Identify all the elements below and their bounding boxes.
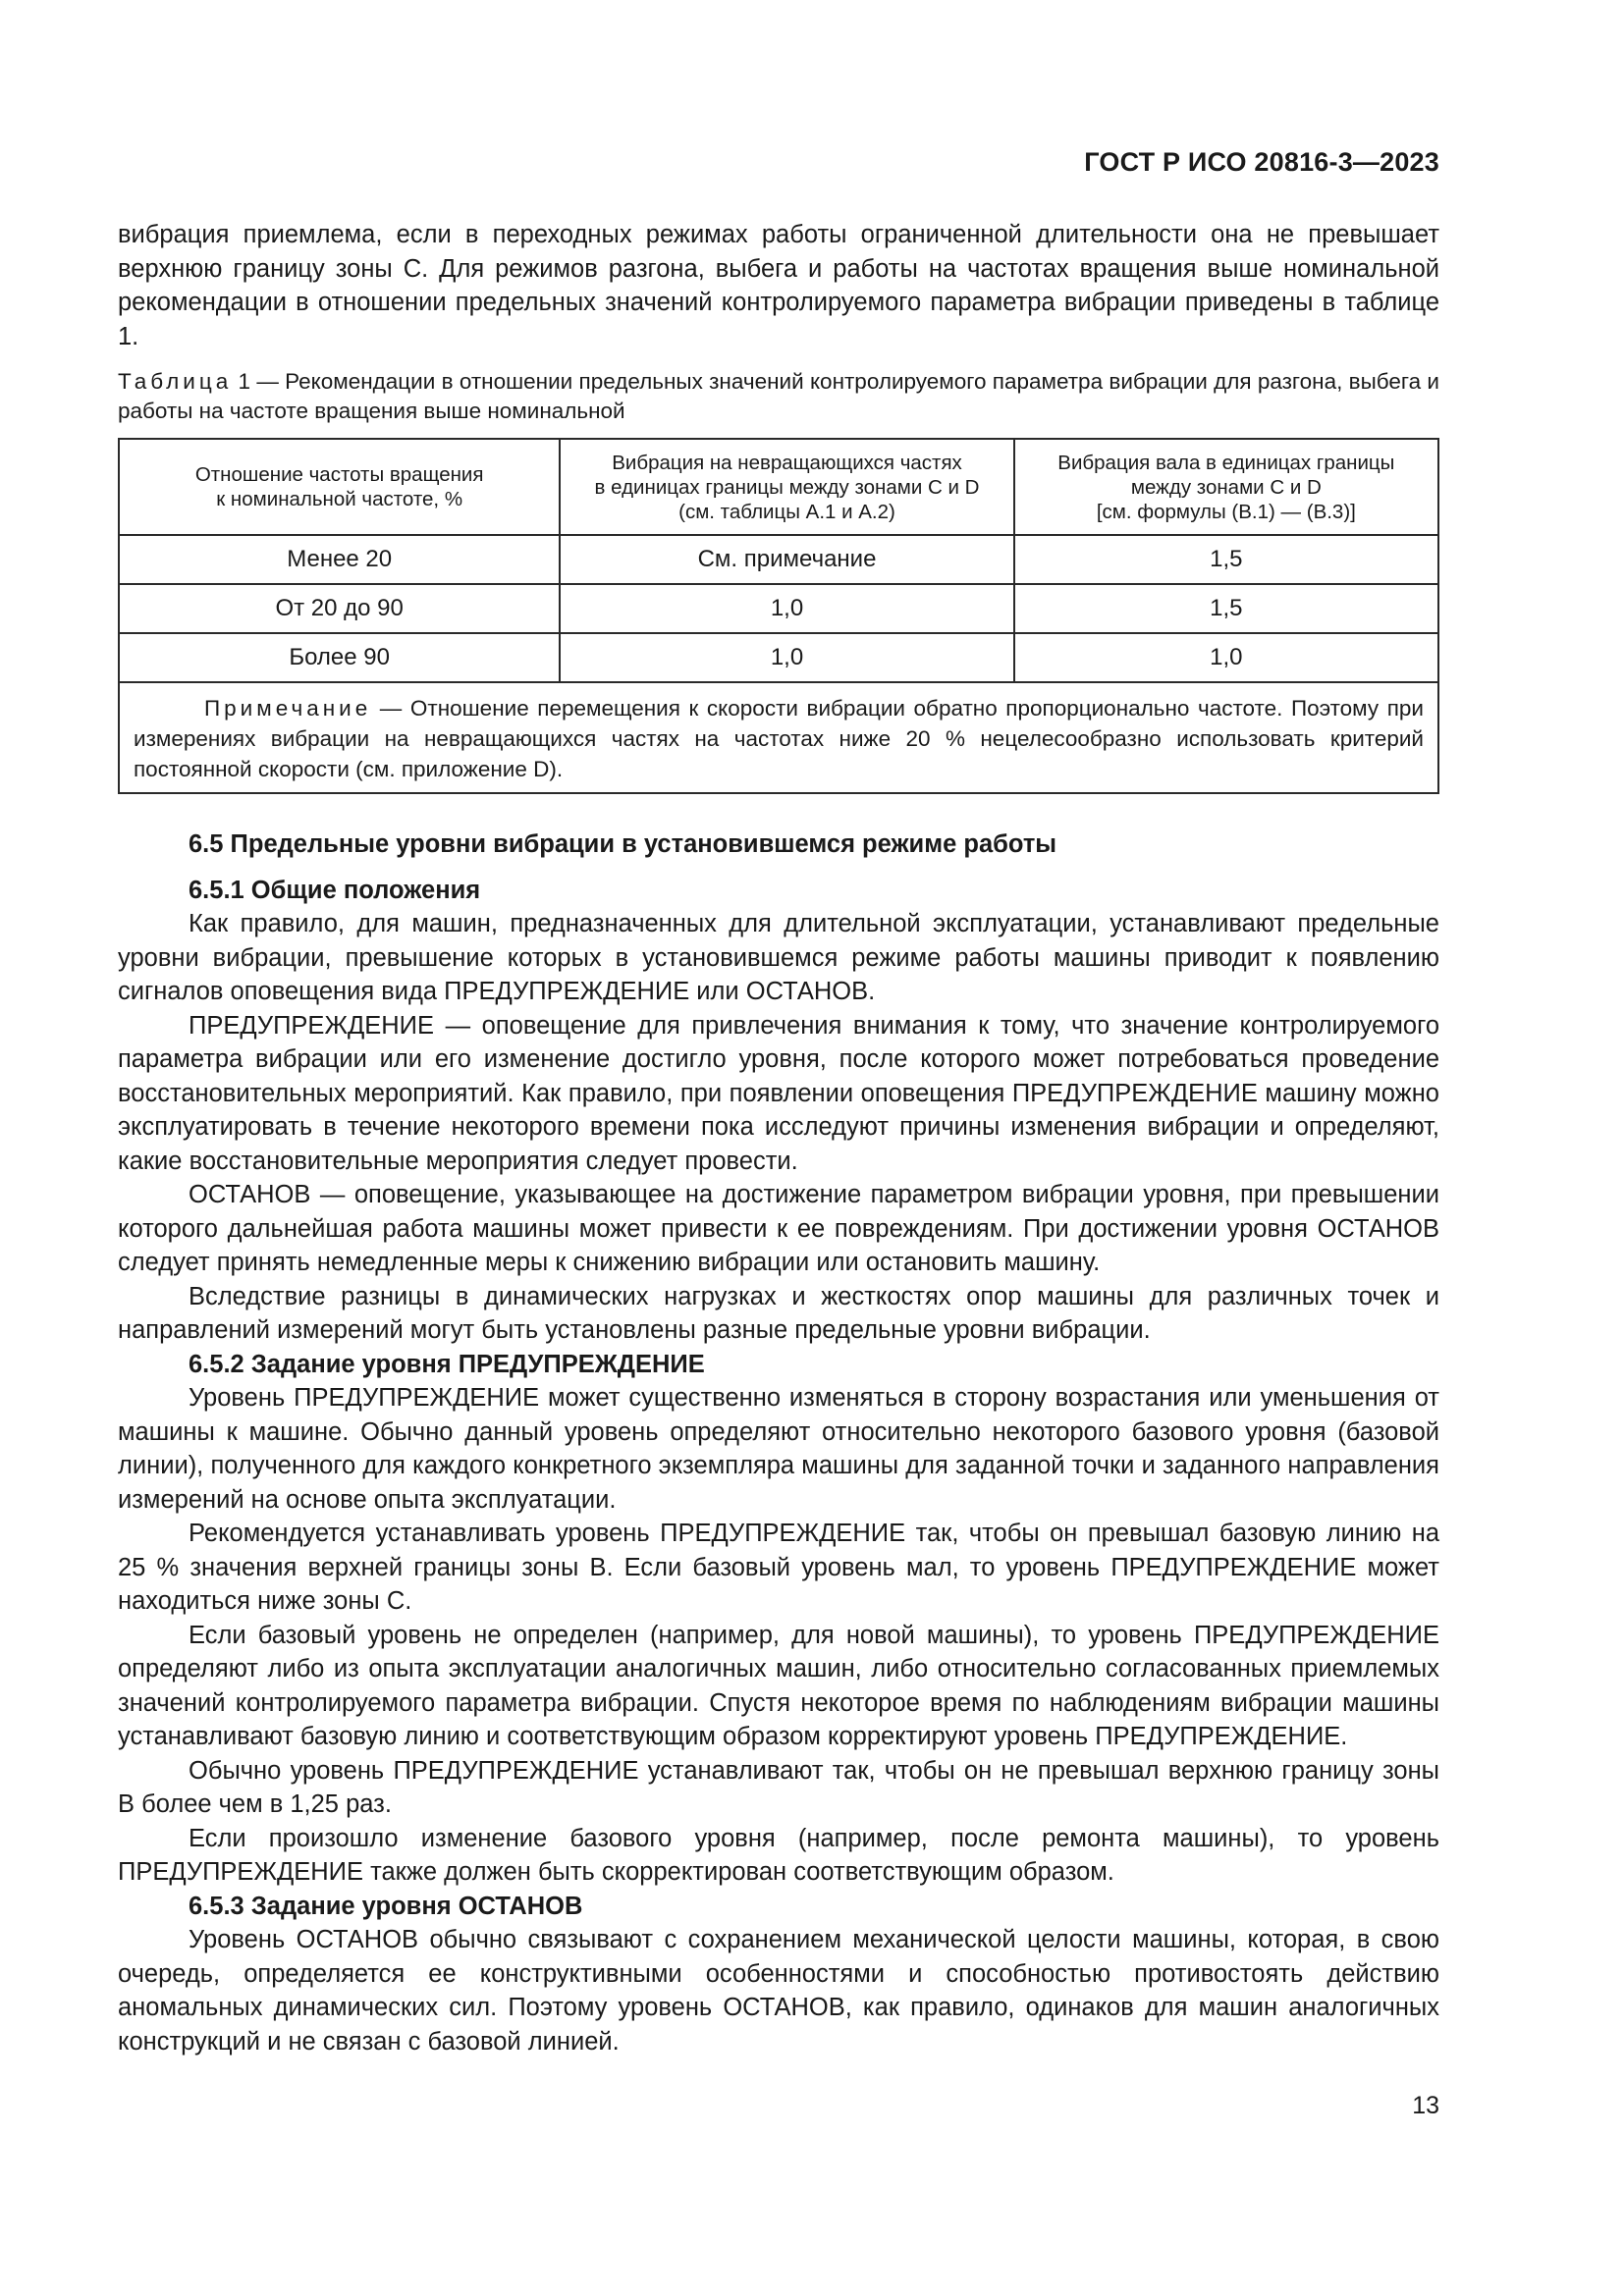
table-row	[119, 535, 1438, 584]
header-shaft-vibration: Вибрация вала в единицах границы между зонами С и D [см. формулы (В.1) — (В.3)]	[1014, 439, 1438, 535]
intro-paragraph: вибрация приемлема, если в переходных режимах работы ограниченной длительности она не превышает верхнюю границу зоны С. Для режимов разгона, выбега и работы на частотах вращения выше номинальной рекомендации в отношении предельных значений контролируемого параметра вибрации приведены в таблице 1.	[118, 221, 1439, 350]
section-6-5-1-title: 6.5.1 Общие положения	[189, 876, 481, 904]
paragraph: ОСТАНОВ — оповещение, указывающее на достижение параметром вибрации уровня, при превышении которого дальнейшая работа машины может привести к ее повреждениям. При достижении уровня ОСТАНОВ следует принять немедленные меры к снижению вибрации или остановить машину.	[118, 1181, 1439, 1276]
section-6-5-2-title: 6.5.2 Задание уровня ПРЕДУПРЕЖДЕНИЕ	[189, 1350, 705, 1378]
section-6-5-title: 6.5 Предельные уровни вибрации в установившемся режиме работы	[189, 830, 1057, 858]
table-cell: 1,0	[1014, 633, 1438, 682]
table-cell: 1,0	[560, 633, 1013, 682]
document-page	[118, 0, 1439, 2296]
paragraph: ПРЕДУПРЕЖДЕНИЕ — оповещение для привлечения внимания к тому, что значение контролируемого параметра вибрации или его изменение достигло уровня, после которого может потребоваться проведение восстановительных мероприятий. Как правило, при появлении оповещения ПРЕДУПРЕЖДЕНИЕ машину можно эксплуатировать в течение некоторого времени пока исследуют причины изменения вибрации и определяют, какие восстановительные мероприятия следует провести.	[118, 1011, 1439, 1175]
header-speed-ratio: Отношение частоты вращения к номинальной частоте, %	[119, 439, 560, 535]
table-cell: 1,5	[1014, 535, 1438, 584]
table-row	[119, 584, 1438, 633]
table-cell: 1,0	[560, 584, 1013, 633]
paragraph: Уровень ПРЕДУПРЕЖДЕНИЕ может существенно изменяться в сторону возрастания или уменьшения от машины к машине. Обычно данный уровень определяют относительно некоторого базового уровня (базовой линии), полученного для каждого конкретного экземпляра машины для заданной точки и заданного направления измерений на основе опыта эксплуатации.	[118, 1384, 1439, 1514]
header-nonrotating-vibration: Вибрация на невращающихся частях в единицах границы между зонами С и D (см. таблицы А.1 и А.2)	[560, 439, 1013, 535]
paragraph: Уровень ОСТАНОВ обычно связывают с сохранением механической целости машины, которая, в свою очередь, определяется ее конструктивными особенностями и способностью противостоять действию аномальных динамических сил. Поэтому уровень ОСТАНОВ, как правило, одинаков для машин аналогичных конструкций и не связан с базовой линией.	[118, 1926, 1439, 2056]
table-header-row	[119, 439, 1438, 535]
table-cell: От 20 до 90	[119, 584, 560, 633]
table-cell: Менее 20	[119, 535, 560, 584]
table-cell: 1,5	[1014, 584, 1438, 633]
table-row	[119, 633, 1438, 682]
document-body	[118, 218, 1439, 2058]
paragraph: Как правило, для машин, предназначенных для длительной эксплуатации, устанавливают предельные уровни вибрации, превышение которых в установившемся режиме работы машины приводит к появлению сигналов оповещения вида ПРЕДУПРЕЖДЕНИЕ или ОСТАНОВ.	[118, 910, 1439, 1005]
section-6-5-3-title: 6.5.3 Задание уровня ОСТАНОВ	[189, 1892, 583, 1920]
paragraph: Если базовый уровень не определен (например, для новой машины), то уровень ПРЕДУПРЕЖДЕНИЕ определяют либо из опыта эксплуатации аналогичных машин, либо относительно согласованных приемлемых значений контролируемого параметра вибрации. Спустя некоторое время по наблюдениям вибрации машины устанавливают базовую линию и соответствующим образом корректируют уровень ПРЕДУПРЕЖДЕНИЕ.	[118, 1621, 1439, 1750]
table-caption	[118, 367, 1439, 426]
vibration-limits-table	[118, 438, 1439, 794]
paragraph: Рекомендуется устанавливать уровень ПРЕДУПРЕЖДЕНИЕ так, чтобы он превышал базовую линию на 25 % значения верхней границы зоны В. Если базовый уровень мал, то уровень ПРЕДУПРЕЖДЕНИЕ может находиться ниже зоны С.	[118, 1520, 1439, 1615]
note-text: — Отношение перемещения к скорости вибрации обратно пропорционально частоте. Поэтому при измерениях вибрации на невращающихся частях на частотах ниже 20 % нецелесообразно использовать критерий постоянной скорости (см. приложение D).	[134, 696, 1424, 781]
table-caption-label: Таблица	[118, 369, 233, 394]
paragraph: Обычно уровень ПРЕДУПРЕЖДЕНИЕ устанавливают так, чтобы он не превышал верхнюю границу зоны В более чем в 1,25 раз.	[118, 1756, 1439, 1818]
table-cell: Более 90	[119, 633, 560, 682]
table-cell: См. примечание	[560, 535, 1013, 584]
table-caption-text: 1 — Рекомендации в отношении предельных значений контролируемого параметра вибрации для разгона, выбега и работы на частоте вращения выше номинальной	[118, 369, 1439, 423]
paragraph: Вследствие разницы в динамических нагрузках и жесткостях опор машины для различных точек и направлений измерений могут быть установлены разные предельные уровни вибрации.	[118, 1282, 1439, 1344]
note-label: Примечание	[204, 696, 372, 721]
document-code-header: ГОСТ Р ИСО 20816-3—2023	[1084, 147, 1439, 177]
paragraph: Если произошло изменение базового уровня (например, после ремонта машины), то уровень ПРЕДУПРЕЖДЕНИЕ также должен быть скорректирован соответствующим образом.	[118, 1824, 1439, 1886]
table-note	[119, 682, 1438, 793]
table-note-row	[119, 682, 1438, 793]
page-number: 13	[1412, 2092, 1439, 2119]
